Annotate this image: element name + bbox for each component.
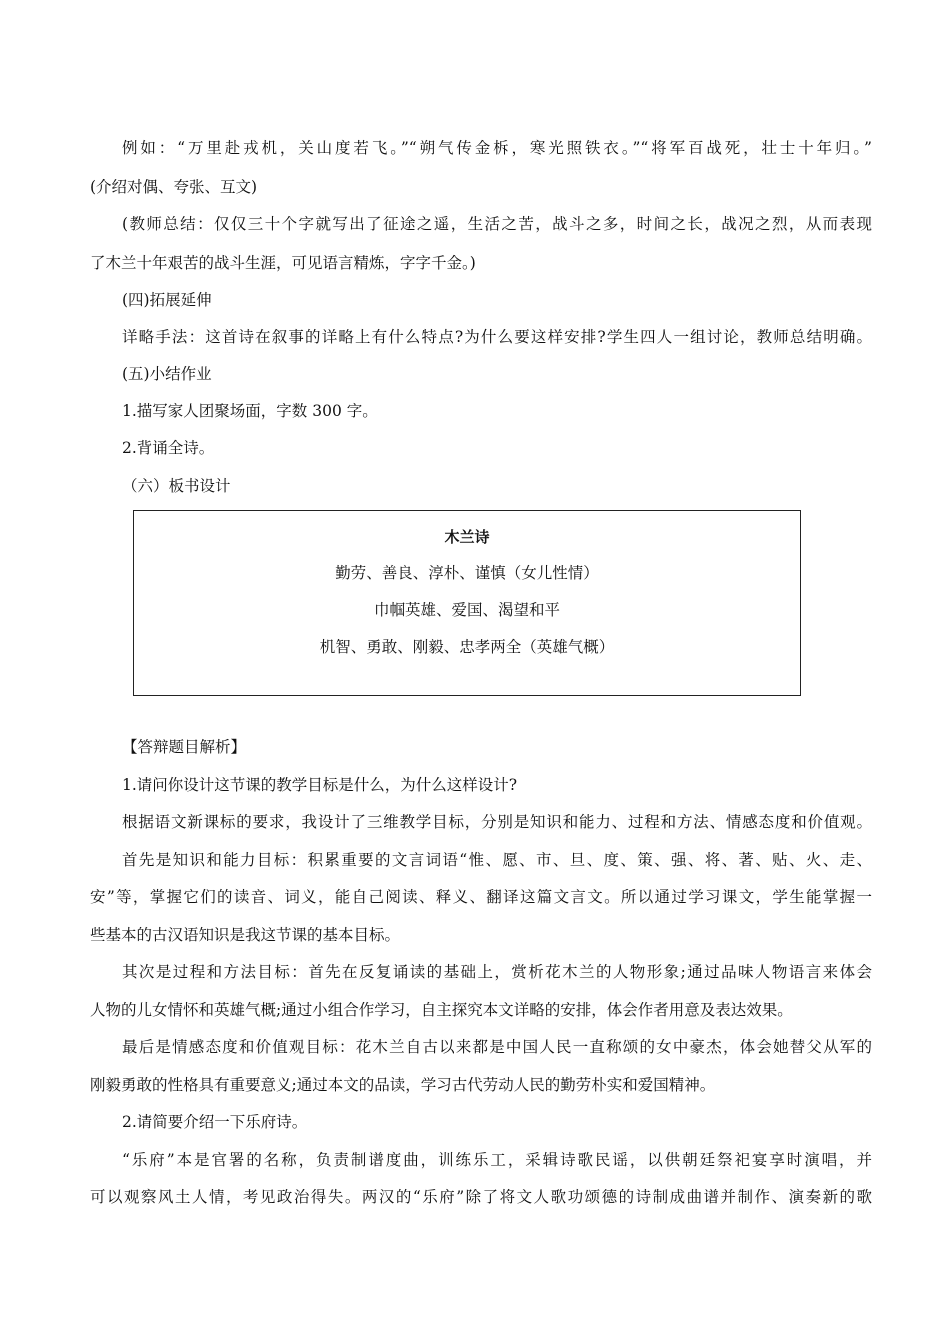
knowledge-goal-line3: 些基本的古汉语知识是我这节课的基本目标。 xyxy=(90,926,401,944)
analysis-heading: 【答辩题目解析】 xyxy=(122,738,247,756)
process-goal-line1: 其次是过程和方法目标：首先在反复诵读的基础上，赏析花木兰的人物形象;通过品味人物语言来体会 xyxy=(122,963,872,981)
process-goal-line2: 人物的儿女情怀和英雄气概;通过小组合作学习，自主探究本文详略的安排，体会作者用意及表达效果。 xyxy=(90,1001,793,1019)
example-quotes-line2: (介绍对偶、夸张、互文) xyxy=(90,178,258,196)
homework-item-2: 2.背诵全诗。 xyxy=(122,439,215,457)
section-heading-4: (四)拓展延伸 xyxy=(122,291,212,309)
section-heading-6: （六）板书设计 xyxy=(122,477,231,495)
question-2: 2.请简要介绍一下乐府诗。 xyxy=(122,1113,308,1131)
blackboard-design-box xyxy=(133,510,801,696)
section-heading-5: (五)小结作业 xyxy=(122,365,212,383)
teacher-summary-line1: (教师总结：仅仅三十个字就写出了征途之遥，生活之苦，战斗之多，时间之长，战况之烈，从而表现 xyxy=(122,215,872,233)
knowledge-goal-line1: 首先是知识和能力目标：积累重要的文言词语“惟、愿、市、旦、度、策、强、将、著、贴、火、走、 xyxy=(122,851,872,869)
yuefu-intro-line2: 可以观察风土人情，考见政治得失。两汉的“乐府”除了将文人歌功颂德的诗制成曲谱并制作、演奏新的歌 xyxy=(90,1188,872,1206)
emotion-goal-line2: 刚毅勇敢的性格具有重要意义;通过本文的品读，学习古代劳动人民的勤劳朴实和爱国精神。 xyxy=(90,1076,716,1094)
board-line-3: 机智、勇敢、刚毅、忠孝两全（英雄气概） xyxy=(319,638,615,656)
question-1: 1.请问你设计这节课的教学目标是什么，为什么这样设计? xyxy=(122,776,518,794)
knowledge-goal-line2: 安”等，掌握它们的读音、词义，能自己阅读、释义、翻译这篇文言文。所以通过学习课文，学生能掌握一 xyxy=(90,888,872,906)
example-quotes-line1: 例如：“万里赴戎机，关山度若飞。”“朔气传金柝，寒光照铁衣。”“将军百战死，壮士十年归。” xyxy=(122,139,872,157)
board-line-1: 勤劳、善良、淳朴、谨慎（女儿性情） xyxy=(335,564,599,582)
yuefu-intro-line1: “乐府”本是官署的名称，负责制谱度曲，训练乐工，采辑诗歌民谣，以供朝廷祭祀宴享时演唱，并 xyxy=(122,1151,872,1169)
emotion-goal-line1: 最后是情感态度和价值观目标：花木兰自古以来都是中国人民一直称颂的女中豪杰，体会她替父从军的 xyxy=(122,1038,872,1056)
board-title: 木兰诗 xyxy=(444,528,490,546)
board-line-2: 巾帼英雄、爱国、渴望和平 xyxy=(373,601,560,619)
teacher-summary-line2: 了木兰十年艰苦的战斗生涯，可见语言精炼，字字千金。) xyxy=(90,254,476,272)
homework-item-1: 1.描写家人团聚场面，字数 300 字。 xyxy=(122,402,378,420)
answer-1-intro: 根据语文新课标的要求，我设计了三维教学目标，分别是知识和能力、过程和方法、情感态度和价值观。 xyxy=(122,813,872,831)
detail-method-paragraph: 详略手法：这首诗在叙事的详略上有什么特点?为什么要这样安排?学生四人一组讨论，教师总结明确。 xyxy=(122,328,872,346)
